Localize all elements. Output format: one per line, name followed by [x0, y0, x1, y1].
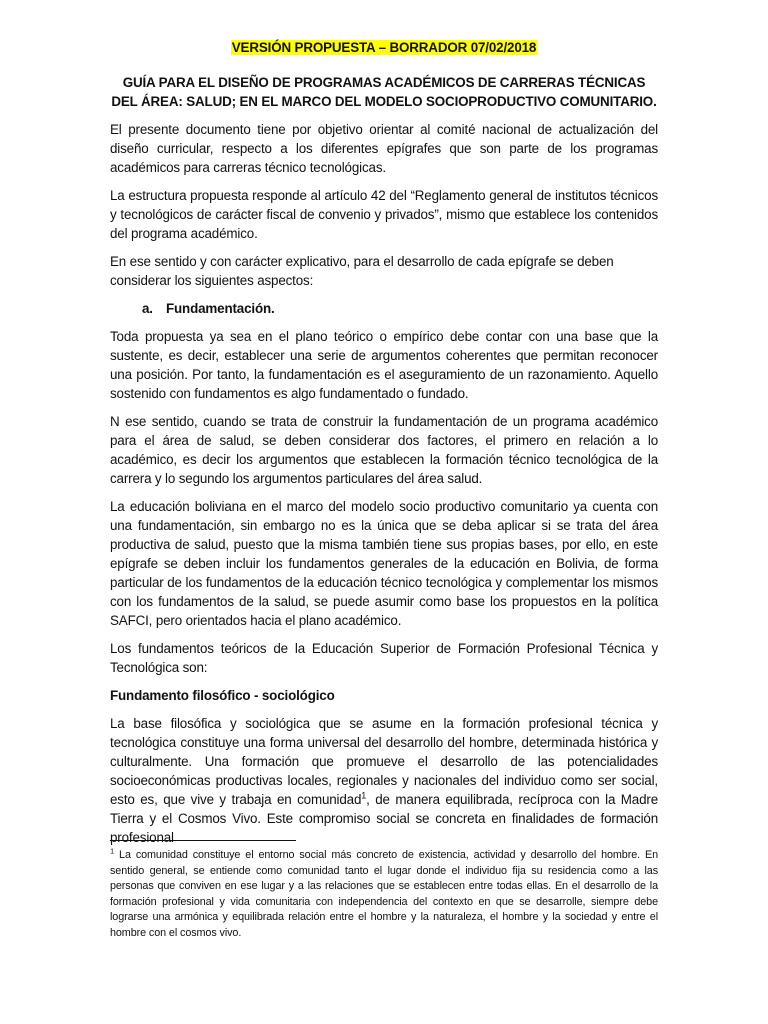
document-title: GUÍA PARA EL DISEÑO DE PROGRAMAS ACADÉMICOS DE CARRERAS TÉCNICAS DEL ÁREA: SALUD; EN EL MARCO DEL MODELO SOCIOPRODUCTIVO COMUNITARIO. — [111, 75, 657, 109]
list-marker: a. — [142, 301, 153, 316]
section-heading-philosophical: Fundamento filosófico - sociológico — [110, 688, 335, 703]
draft-header — [110, 38, 658, 57]
paragraph-text-start: La base filosófica y sociológica que se asume en la formación profesional técnica y tecnológica constituye una forma universal del desarrollo del hombre, determinada histórica y culturalmente. Una formación que promueve el desarrollo de las potencialidades socioeconómicas productivas locales, regionales y nacionales del individuo como ser social, esto es, que vive y trabaja en comunidad — [110, 716, 658, 807]
paragraph-proposal-basis: Toda propuesta ya sea en el plano teórico o empírico debe contar con una base que la sustente, es decir, establecer una serie de argumentos coherentes que permitan reconocer una posición. Por tanto, la fundamentación es el aseguramiento de un razonamiento. Aquello sostenido con fundamentos es algo fundamentado o fundado. — [110, 329, 658, 401]
paragraph-bolivian-education: La educación boliviana en el marco del modelo socio productivo comunitario ya cuenta con una fundamentación, sin embargo no es la única que se deba aplicar si se trata del área productiva de salud, puesto que la misma también tiene sus propias bases, por ello, en este epígrafe se deben incluir los fundamentos generales de la educación en Bolivia, de forma particular de los fundamentos de la educación técnico tecnológica y complementar los mismos con los fundamentos de la salud, se puede asumir como base los propuestos en la política SAFCI, pero orientados hacia el plano académico. — [110, 499, 658, 628]
list-item-label: Fundamentación. — [166, 301, 275, 316]
paragraph-philosophical-basis — [110, 714, 658, 847]
footnote — [110, 848, 658, 942]
footnote-text: La comunidad constituye el entorno social más concreto de existencia, actividad y desarrollo del hombre. En sentido general, se entiende como comunidad tanto el lugar donde el individuo fija su residencia como a las personas que conviven en ese lugar y a las relaciones que se establecen entre todas ellas. En el desarrollo de la formación profesional y vida comunitaria con independencia del contexto en que se desarrolle, siempre debe lograrse una armónica y equilibrada relación entre el hombre y la naturaleza, el hombre y la sociedad y entre el hombre con el cosmos vivo. — [110, 849, 658, 939]
footnote-reference[interactable]: 1 — [361, 790, 367, 801]
footnote-separator — [110, 840, 296, 841]
paragraph-aspects-intro: En ese sentido y con carácter explicativo, para el desarrollo de cada epígrafe se deben considerar los siguientes aspectos: — [110, 254, 614, 288]
paragraph-theoretical-foundations: Los fundamentos teóricos de la Educación Superior de Formación Profesional Técnica y Tecnológica son: — [110, 641, 658, 675]
paragraph-health-factors: N ese sentido, cuando se trata de construir la fundamentación de un programa académico para el área de salud, se deben considerar dos factores, el primero en relación a lo académico, es decir los argumentos que establecen la formación técnico tecnológica de la carrera y lo segundo los argumentos particulares del área salud. — [110, 414, 658, 486]
document-page — [110, 38, 658, 856]
list-item-fundamentacion — [110, 299, 658, 318]
paragraph-objective: El presente documento tiene por objetivo orientar al comité nacional de actualización del diseño curricular, respecto a los diferentes epígrafes que son parte de los programas académicos para carreras técnico tecnológicas. — [110, 122, 658, 175]
paragraph-text-end: , de manera equilibrada, recíproca con la Madre Tierra y el Cosmos Vivo. Este compromiso social se concreta en finalidades de formación profesional — [110, 792, 658, 845]
paragraph-structure: La estructura propuesta responde al artículo 42 del “Reglamento general de institutos técnicos y tecnológicos de carácter fiscal de convenio y privados”, mismo que establece los contenidos del programa académico. — [110, 188, 658, 241]
footnote-number: 1 — [110, 846, 115, 856]
draft-version-banner: VERSIÓN PROPUESTA – BORRADOR 07/02/2018 — [231, 40, 537, 55]
